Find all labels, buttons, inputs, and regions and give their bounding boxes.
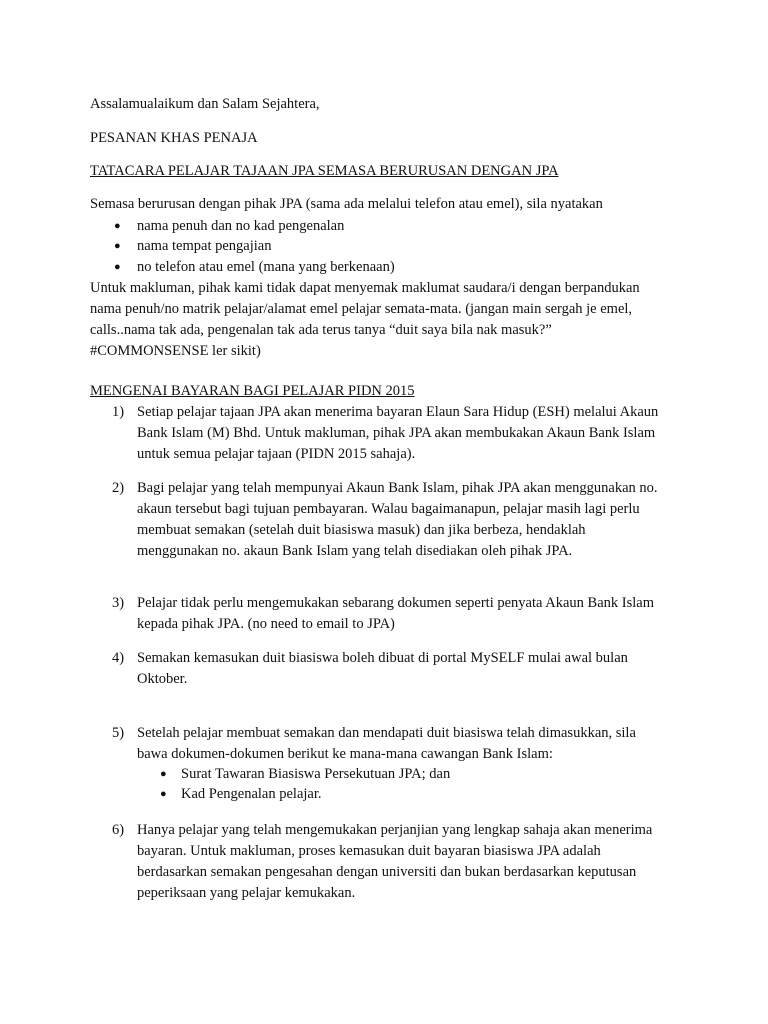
note-paragraph	[90, 278, 690, 362]
item-line: Setiap pelajar tajaan JPA akan menerima bayaran Elaun Sara Hidup (ESH) melalui Akaun	[137, 404, 659, 420]
heading-bayaran: MENGENAI BAYARAN BAGI PELAJAR PIDN 2015	[90, 383, 415, 399]
heading-tatacara: TATACARA PELAJAR TAJAAN JPA SEMASA BERURUSAN DENGAN JPA	[90, 163, 559, 179]
list-item	[137, 478, 697, 562]
bullet-icon: ●	[160, 768, 167, 780]
item-line: akaun tersebut bagi tujuan pembayaran. Walau bagaimanapun, pelajar masih lagi perlu	[137, 501, 640, 517]
item-line: bawa dokumen-dokumen berikut ke mana-mana cawangan Bank Islam:	[137, 746, 553, 762]
note-line: calls..nama tak ada, pengenalan tak ada terus tanya “duit saya bila nak masuk?”	[90, 322, 552, 338]
item-number: 5)	[112, 725, 125, 741]
list-item	[137, 648, 697, 690]
item-number: 2)	[112, 480, 125, 496]
item-line: Bank Islam (M) Bhd. Untuk makluman, pihak JPA akan membukakan Akaun Bank Islam	[137, 425, 656, 441]
intro-text: Semasa berurusan dengan pihak JPA (sama ada melalui telefon atau emel), sila nyatakan	[90, 196, 603, 212]
item-line: Hanya pelajar yang telah mengemukakan perjanjian yang lengkap sahaja akan menerima	[137, 822, 653, 838]
item-bullet: Surat Tawaran Biasiswa Persekutuan JPA; dan	[181, 766, 451, 782]
item-bullet: Kad Pengenalan pelajar.	[181, 786, 322, 802]
note-line: Untuk makluman, pihak kami tidak dapat menyemak maklumat saudara/i dengan berpandukan	[90, 280, 640, 296]
item-line: Semakan kemasukan duit biasiswa boleh dibuat di portal MySELF mulai awal bulan	[137, 650, 628, 666]
item-line: Setelah pelajar membuat semakan dan mendapati duit biasiswa telah dimasukkan, sila	[137, 725, 636, 741]
item-line: peperiksaan yang pelajar kemukakan.	[137, 885, 356, 901]
list-item	[137, 723, 697, 765]
bullet-icon: ●	[114, 220, 121, 232]
item-line: membuat semakan (setelah duit biasiswa masuk) dan jika berbeza, hendaklah	[137, 522, 586, 538]
note-line: nama penuh/no matrik pelajar/alamat emel pelajar semata-mata. (jangan main sergah je emel,	[90, 301, 633, 317]
bullet-icon: ●	[114, 261, 121, 273]
item-number: 1)	[112, 404, 125, 420]
intro-bullet: nama penuh dan no kad pengenalan	[137, 218, 345, 234]
item-line: untuk semua pelajar tajaan (PIDN 2015 sahaja).	[137, 446, 416, 462]
list-item	[137, 820, 697, 904]
note-line: #COMMONSENSE ler sikit)	[90, 343, 261, 359]
heading-pesanan: PESANAN KHAS PENAJA	[90, 130, 258, 146]
item-number: 6)	[112, 822, 125, 838]
intro-bullet: no telefon atau emel (mana yang berkenaan)	[137, 259, 395, 275]
list-item	[137, 402, 697, 465]
intro-bullet: nama tempat pengajian	[137, 238, 272, 254]
item-line: Oktober.	[137, 671, 188, 687]
list-item	[137, 593, 697, 635]
item-line: kepada pihak JPA. (no need to email to JPA)	[137, 616, 395, 632]
item-number: 3)	[112, 595, 125, 611]
item-number: 4)	[112, 650, 125, 666]
item-line: Bagi pelajar yang telah mempunyai Akaun Bank Islam, pihak JPA akan menggunakan no.	[137, 480, 658, 496]
item-line: berdasarkan semakan pengesahan dengan universiti dan bukan berdasarkan keputusan	[137, 864, 637, 880]
bullet-icon: ●	[160, 788, 167, 800]
item-line: Pelajar tidak perlu mengemukakan sebarang dokumen seperti penyata Akaun Bank Islam	[137, 595, 655, 611]
greeting: Assalamualaikum dan Salam Sejahtera,	[90, 96, 320, 112]
item-line: bayaran. Untuk makluman, proses kemasukan duit bayaran biasiswa JPA adalah	[137, 843, 601, 859]
item-line: menggunakan no. akaun Bank Islam yang telah disediakan oleh pihak JPA.	[137, 543, 573, 559]
bullet-icon: ●	[114, 240, 121, 252]
